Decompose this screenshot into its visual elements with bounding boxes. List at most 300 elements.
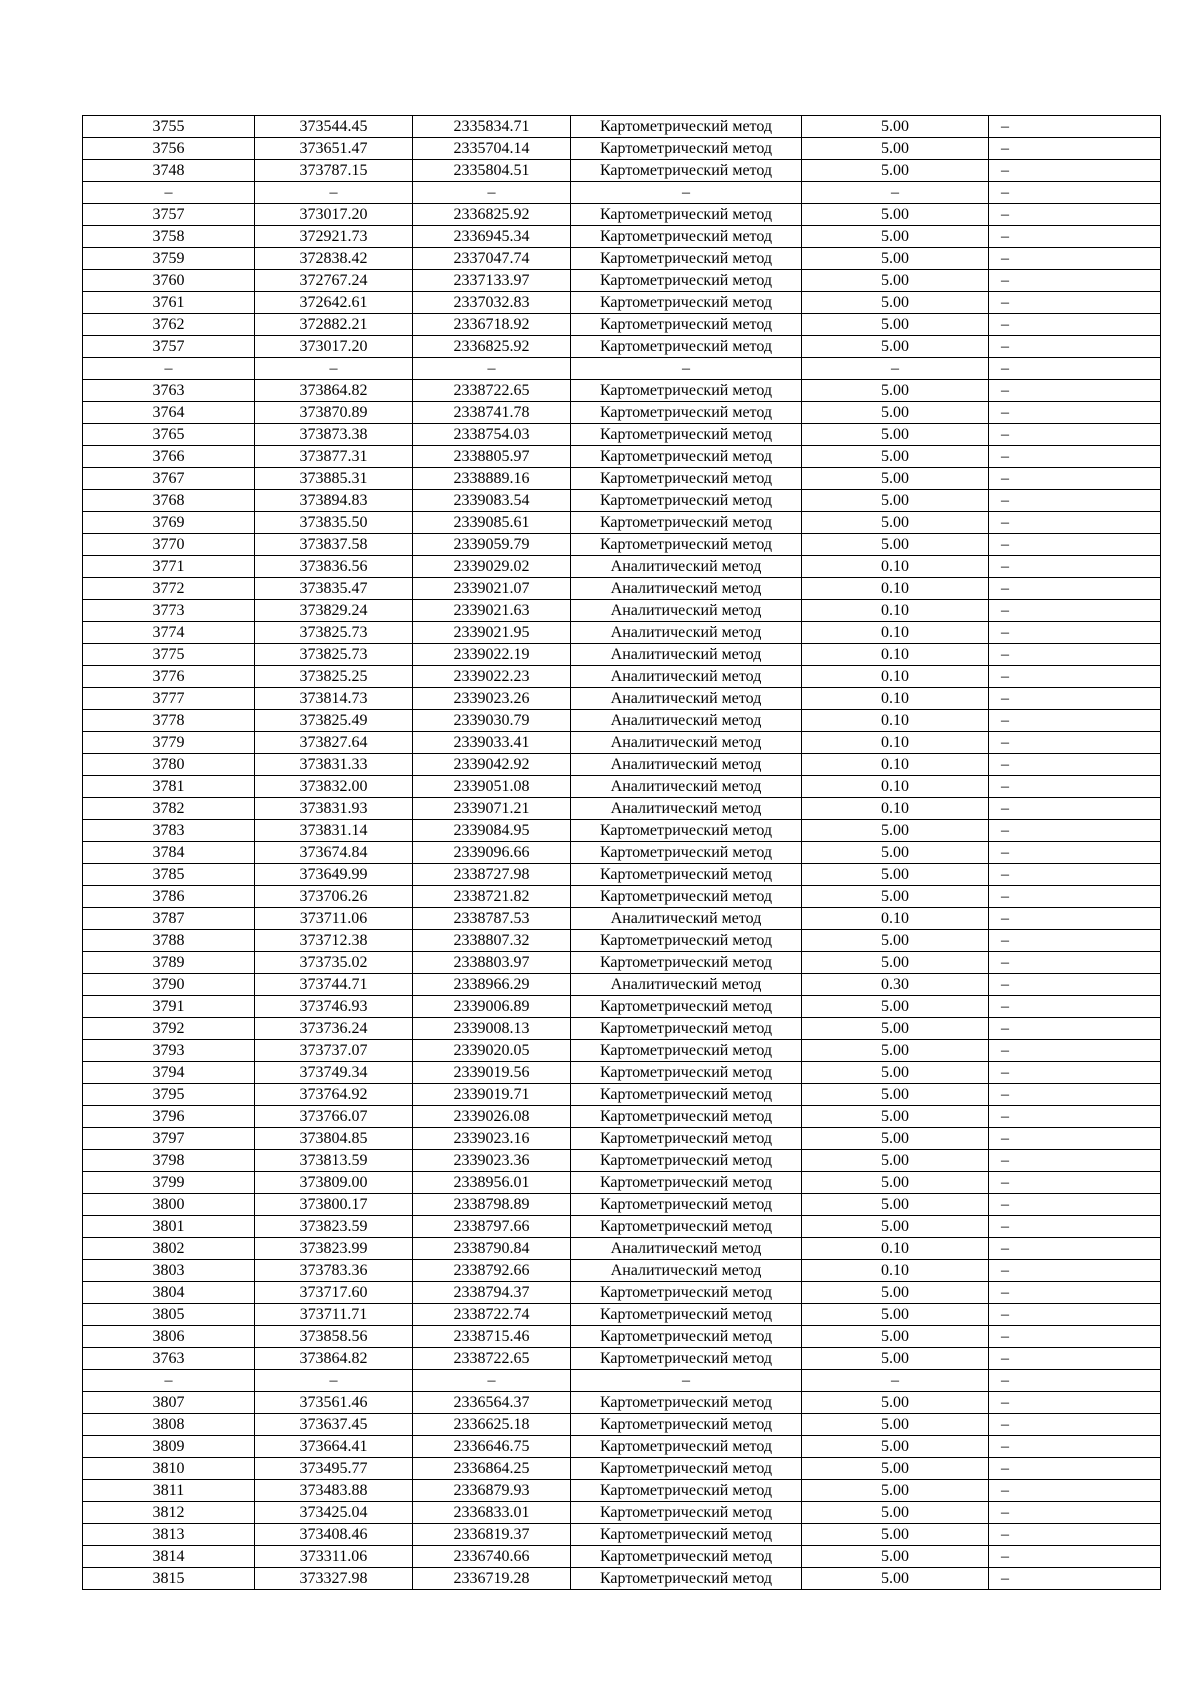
x-coordinate-cell: 373835.47 [255, 578, 413, 600]
accuracy-cell: 5.00 [802, 1304, 989, 1326]
method-cell: Картометрический метод [571, 446, 802, 468]
method-cell: – [571, 1370, 802, 1392]
point-number-cell: 3788 [83, 930, 255, 952]
note-cell: – [989, 336, 1161, 358]
table-row [83, 512, 1161, 534]
accuracy-cell: 5.00 [802, 1106, 989, 1128]
table-row [83, 1062, 1161, 1084]
method-cell: Картометрический метод [571, 820, 802, 842]
table-row [83, 182, 1161, 204]
note-cell: – [989, 996, 1161, 1018]
table-row [83, 534, 1161, 556]
x-coordinate-cell: 373495.77 [255, 1458, 413, 1480]
point-number-cell: 3807 [83, 1392, 255, 1414]
x-coordinate-cell: 373827.64 [255, 732, 413, 754]
method-cell: Аналитический метод [571, 600, 802, 622]
y-coordinate-cell: – [413, 182, 571, 204]
method-cell: Картометрический метод [571, 336, 802, 358]
note-cell: – [989, 1128, 1161, 1150]
table-row [83, 424, 1161, 446]
method-cell: Картометрический метод [571, 1436, 802, 1458]
y-coordinate-cell: 2339023.16 [413, 1128, 571, 1150]
coordinates-table-body [83, 116, 1161, 1590]
method-cell: Картометрический метод [571, 380, 802, 402]
accuracy-cell: 0.10 [802, 666, 989, 688]
y-coordinate-cell: 2339026.08 [413, 1106, 571, 1128]
x-coordinate-cell: 373017.20 [255, 204, 413, 226]
note-cell: – [989, 490, 1161, 512]
table-row [83, 886, 1161, 908]
accuracy-cell: 5.00 [802, 1216, 989, 1238]
x-coordinate-cell: 372838.42 [255, 248, 413, 270]
note-cell: – [989, 358, 1161, 380]
table-row [83, 1414, 1161, 1436]
x-coordinate-cell: 373706.26 [255, 886, 413, 908]
note-cell: – [989, 270, 1161, 292]
x-coordinate-cell: 373764.92 [255, 1084, 413, 1106]
point-number-cell: – [83, 1370, 255, 1392]
x-coordinate-cell: 373864.82 [255, 1348, 413, 1370]
point-number-cell: 3786 [83, 886, 255, 908]
method-cell: Аналитический метод [571, 578, 802, 600]
point-number-cell: 3805 [83, 1304, 255, 1326]
x-coordinate-cell: 373544.45 [255, 116, 413, 138]
note-cell: – [989, 1106, 1161, 1128]
table-row [83, 336, 1161, 358]
table-row [83, 622, 1161, 644]
accuracy-cell: 0.10 [802, 1238, 989, 1260]
y-coordinate-cell: – [413, 358, 571, 380]
y-coordinate-cell: 2338790.84 [413, 1238, 571, 1260]
note-cell: – [989, 666, 1161, 688]
point-number-cell: 3757 [83, 336, 255, 358]
note-cell: – [989, 1414, 1161, 1436]
y-coordinate-cell: 2339021.63 [413, 600, 571, 622]
x-coordinate-cell: 373712.38 [255, 930, 413, 952]
note-cell: – [989, 248, 1161, 270]
x-coordinate-cell: 373836.56 [255, 556, 413, 578]
y-coordinate-cell: 2336646.75 [413, 1436, 571, 1458]
y-coordinate-cell: 2338889.16 [413, 468, 571, 490]
note-cell: – [989, 1370, 1161, 1392]
x-coordinate-cell: 373814.73 [255, 688, 413, 710]
method-cell: Картометрический метод [571, 1414, 802, 1436]
accuracy-cell: 0.10 [802, 710, 989, 732]
y-coordinate-cell: 2337047.74 [413, 248, 571, 270]
table-row [83, 1458, 1161, 1480]
table-row [83, 1480, 1161, 1502]
accuracy-cell: 5.00 [802, 1084, 989, 1106]
x-coordinate-cell: 373736.24 [255, 1018, 413, 1040]
method-cell: Картометрический метод [571, 886, 802, 908]
note-cell: – [989, 754, 1161, 776]
note-cell: – [989, 1040, 1161, 1062]
x-coordinate-cell: 373835.50 [255, 512, 413, 534]
table-row [83, 160, 1161, 182]
accuracy-cell: 5.00 [802, 1128, 989, 1150]
x-coordinate-cell: 373829.24 [255, 600, 413, 622]
note-cell: – [989, 732, 1161, 754]
y-coordinate-cell: 2338754.03 [413, 424, 571, 446]
point-number-cell: 3796 [83, 1106, 255, 1128]
x-coordinate-cell: 373813.59 [255, 1150, 413, 1172]
point-number-cell: 3778 [83, 710, 255, 732]
accuracy-cell: 5.00 [802, 886, 989, 908]
table-row [83, 204, 1161, 226]
method-cell: Картометрический метод [571, 116, 802, 138]
table-row [83, 1326, 1161, 1348]
method-cell: Картометрический метод [571, 1194, 802, 1216]
point-number-cell: 3767 [83, 468, 255, 490]
note-cell: – [989, 644, 1161, 666]
x-coordinate-cell: 373837.58 [255, 534, 413, 556]
x-coordinate-cell: 373311.06 [255, 1546, 413, 1568]
accuracy-cell: 5.00 [802, 1062, 989, 1084]
point-number-cell: 3812 [83, 1502, 255, 1524]
table-row [83, 138, 1161, 160]
note-cell: – [989, 1348, 1161, 1370]
accuracy-cell: 5.00 [802, 842, 989, 864]
x-coordinate-cell: 373327.98 [255, 1568, 413, 1590]
x-coordinate-cell: 373823.59 [255, 1216, 413, 1238]
note-cell: – [989, 160, 1161, 182]
table-row [83, 270, 1161, 292]
point-number-cell: 3790 [83, 974, 255, 996]
point-number-cell: 3773 [83, 600, 255, 622]
accuracy-cell: 5.00 [802, 1524, 989, 1546]
x-coordinate-cell: 373717.60 [255, 1282, 413, 1304]
table-row [83, 1040, 1161, 1062]
accuracy-cell: 5.00 [802, 1282, 989, 1304]
table-row [83, 578, 1161, 600]
note-cell: – [989, 1018, 1161, 1040]
method-cell: Картометрический метод [571, 292, 802, 314]
point-number-cell: 3765 [83, 424, 255, 446]
x-coordinate-cell: 373649.99 [255, 864, 413, 886]
method-cell: Аналитический метод [571, 776, 802, 798]
point-number-cell: 3797 [83, 1128, 255, 1150]
point-number-cell: 3768 [83, 490, 255, 512]
accuracy-cell: 5.00 [802, 270, 989, 292]
method-cell: Аналитический метод [571, 754, 802, 776]
note-cell: – [989, 908, 1161, 930]
point-number-cell: 3774 [83, 622, 255, 644]
x-coordinate-cell: 373664.41 [255, 1436, 413, 1458]
y-coordinate-cell: 2339084.95 [413, 820, 571, 842]
y-coordinate-cell: 2339085.61 [413, 512, 571, 534]
x-coordinate-cell: 373864.82 [255, 380, 413, 402]
table-row [83, 666, 1161, 688]
table-row [83, 1128, 1161, 1150]
accuracy-cell: 5.00 [802, 226, 989, 248]
accuracy-cell: – [802, 358, 989, 380]
note-cell: – [989, 1546, 1161, 1568]
note-cell: – [989, 1524, 1161, 1546]
method-cell: Аналитический метод [571, 732, 802, 754]
y-coordinate-cell: 2336819.37 [413, 1524, 571, 1546]
x-coordinate-cell: 373825.25 [255, 666, 413, 688]
point-number-cell: 3784 [83, 842, 255, 864]
x-coordinate-cell: 373783.36 [255, 1260, 413, 1282]
accuracy-cell: 0.10 [802, 776, 989, 798]
method-cell: Картометрический метод [571, 1568, 802, 1590]
accuracy-cell: 0.10 [802, 754, 989, 776]
y-coordinate-cell: 2338722.74 [413, 1304, 571, 1326]
method-cell: Картометрический метод [571, 270, 802, 292]
note-cell: – [989, 1260, 1161, 1282]
accuracy-cell: 5.00 [802, 292, 989, 314]
table-row [83, 1084, 1161, 1106]
accuracy-cell: 5.00 [802, 1568, 989, 1590]
accuracy-cell: 5.00 [802, 468, 989, 490]
point-number-cell: 3815 [83, 1568, 255, 1590]
table-row [83, 1018, 1161, 1040]
y-coordinate-cell: 2339022.19 [413, 644, 571, 666]
accuracy-cell: 5.00 [802, 138, 989, 160]
point-number-cell: 3772 [83, 578, 255, 600]
point-number-cell: 3760 [83, 270, 255, 292]
table-row [83, 820, 1161, 842]
y-coordinate-cell: 2338966.29 [413, 974, 571, 996]
point-number-cell: – [83, 358, 255, 380]
point-number-cell: 3783 [83, 820, 255, 842]
accuracy-cell: 5.00 [802, 248, 989, 270]
y-coordinate-cell: – [413, 1370, 571, 1392]
table-row [83, 732, 1161, 754]
accuracy-cell: 5.00 [802, 1436, 989, 1458]
accuracy-cell: 5.00 [802, 116, 989, 138]
y-coordinate-cell: 2336740.66 [413, 1546, 571, 1568]
y-coordinate-cell: 2339042.92 [413, 754, 571, 776]
accuracy-cell: 5.00 [802, 1480, 989, 1502]
note-cell: – [989, 182, 1161, 204]
method-cell: Картометрический метод [571, 1128, 802, 1150]
method-cell: Картометрический метод [571, 1172, 802, 1194]
point-number-cell: 3789 [83, 952, 255, 974]
point-number-cell: 3755 [83, 116, 255, 138]
x-coordinate-cell: 372642.61 [255, 292, 413, 314]
method-cell: Картометрический метод [571, 1546, 802, 1568]
x-coordinate-cell: 373894.83 [255, 490, 413, 512]
x-coordinate-cell: 373858.56 [255, 1326, 413, 1348]
table-row [83, 1194, 1161, 1216]
note-cell: – [989, 930, 1161, 952]
note-cell: – [989, 314, 1161, 336]
accuracy-cell: – [802, 182, 989, 204]
point-number-cell: 3793 [83, 1040, 255, 1062]
method-cell: Картометрический метод [571, 1106, 802, 1128]
table-row [83, 644, 1161, 666]
y-coordinate-cell: 2336564.37 [413, 1392, 571, 1414]
accuracy-cell: 5.00 [802, 160, 989, 182]
table-row [83, 490, 1161, 512]
table-row [83, 358, 1161, 380]
method-cell: Картометрический метод [571, 1392, 802, 1414]
x-coordinate-cell: 373637.45 [255, 1414, 413, 1436]
table-row [83, 468, 1161, 490]
table-row [83, 556, 1161, 578]
accuracy-cell: 5.00 [802, 534, 989, 556]
x-coordinate-cell: 373825.73 [255, 622, 413, 644]
x-coordinate-cell: 373873.38 [255, 424, 413, 446]
note-cell: – [989, 688, 1161, 710]
table-row [83, 842, 1161, 864]
table-row [83, 1370, 1161, 1392]
point-number-cell: 3802 [83, 1238, 255, 1260]
table-row [83, 1502, 1161, 1524]
accuracy-cell: 5.00 [802, 204, 989, 226]
y-coordinate-cell: 2339021.07 [413, 578, 571, 600]
method-cell: Картометрический метод [571, 204, 802, 226]
method-cell: Картометрический метод [571, 1150, 802, 1172]
y-coordinate-cell: 2338722.65 [413, 1348, 571, 1370]
y-coordinate-cell: 2336625.18 [413, 1414, 571, 1436]
method-cell: Картометрический метод [571, 226, 802, 248]
table-row [83, 974, 1161, 996]
point-number-cell: 3763 [83, 1348, 255, 1370]
accuracy-cell: 5.00 [802, 1150, 989, 1172]
accuracy-cell: 5.00 [802, 1546, 989, 1568]
table-row [83, 688, 1161, 710]
method-cell: Картометрический метод [571, 1018, 802, 1040]
point-number-cell: 3806 [83, 1326, 255, 1348]
y-coordinate-cell: 2338721.82 [413, 886, 571, 908]
note-cell: – [989, 710, 1161, 732]
accuracy-cell: 5.00 [802, 1348, 989, 1370]
y-coordinate-cell: 2339021.95 [413, 622, 571, 644]
point-number-cell: 3787 [83, 908, 255, 930]
table-row [83, 292, 1161, 314]
method-cell: Картометрический метод [571, 534, 802, 556]
note-cell: – [989, 1150, 1161, 1172]
note-cell: – [989, 380, 1161, 402]
accuracy-cell: 0.10 [802, 688, 989, 710]
x-coordinate-cell: 373744.71 [255, 974, 413, 996]
x-coordinate-cell: 373737.07 [255, 1040, 413, 1062]
note-cell: – [989, 952, 1161, 974]
x-coordinate-cell: 373809.00 [255, 1172, 413, 1194]
table-row [83, 710, 1161, 732]
method-cell: Картометрический метод [571, 160, 802, 182]
accuracy-cell: 0.10 [802, 732, 989, 754]
y-coordinate-cell: 2338792.66 [413, 1260, 571, 1282]
point-number-cell: 3756 [83, 138, 255, 160]
accuracy-cell: 5.00 [802, 446, 989, 468]
table-row [83, 864, 1161, 886]
point-number-cell: 3791 [83, 996, 255, 1018]
method-cell: Картометрический метод [571, 930, 802, 952]
y-coordinate-cell: 2338727.98 [413, 864, 571, 886]
y-coordinate-cell: 2336833.01 [413, 1502, 571, 1524]
note-cell: – [989, 820, 1161, 842]
point-number-cell: 3792 [83, 1018, 255, 1040]
accuracy-cell: 5.00 [802, 996, 989, 1018]
point-number-cell: – [83, 182, 255, 204]
accuracy-cell: 5.00 [802, 1194, 989, 1216]
y-coordinate-cell: 2337032.83 [413, 292, 571, 314]
table-row [83, 996, 1161, 1018]
table-row [83, 600, 1161, 622]
point-number-cell: 3801 [83, 1216, 255, 1238]
table-row [83, 754, 1161, 776]
y-coordinate-cell: 2339023.26 [413, 688, 571, 710]
method-cell: Аналитический метод [571, 556, 802, 578]
accuracy-cell: 0.10 [802, 578, 989, 600]
note-cell: – [989, 468, 1161, 490]
x-coordinate-cell: 372767.24 [255, 270, 413, 292]
note-cell: – [989, 402, 1161, 424]
y-coordinate-cell: 2336825.92 [413, 204, 571, 226]
note-cell: – [989, 578, 1161, 600]
x-coordinate-cell: 373408.46 [255, 1524, 413, 1546]
method-cell: Аналитический метод [571, 644, 802, 666]
point-number-cell: 3771 [83, 556, 255, 578]
x-coordinate-cell: 373711.06 [255, 908, 413, 930]
method-cell: Картометрический метод [571, 1216, 802, 1238]
method-cell: Картометрический метод [571, 864, 802, 886]
accuracy-cell: 0.10 [802, 600, 989, 622]
y-coordinate-cell: 2338798.89 [413, 1194, 571, 1216]
point-number-cell: 3758 [83, 226, 255, 248]
x-coordinate-cell: 373831.93 [255, 798, 413, 820]
note-cell: – [989, 556, 1161, 578]
table-row [83, 776, 1161, 798]
note-cell: – [989, 798, 1161, 820]
table-row [83, 380, 1161, 402]
point-number-cell: 3814 [83, 1546, 255, 1568]
note-cell: – [989, 446, 1161, 468]
table-row [83, 314, 1161, 336]
table-row [83, 1172, 1161, 1194]
y-coordinate-cell: 2338807.32 [413, 930, 571, 952]
point-number-cell: 3800 [83, 1194, 255, 1216]
table-row [83, 1348, 1161, 1370]
table-row [83, 226, 1161, 248]
method-cell: Картометрический метод [571, 1304, 802, 1326]
note-cell: – [989, 1084, 1161, 1106]
x-coordinate-cell: – [255, 358, 413, 380]
x-coordinate-cell: 373735.02 [255, 952, 413, 974]
note-cell: – [989, 1458, 1161, 1480]
point-number-cell: 3798 [83, 1150, 255, 1172]
table-row [83, 798, 1161, 820]
method-cell: Аналитический метод [571, 798, 802, 820]
y-coordinate-cell: 2336945.34 [413, 226, 571, 248]
y-coordinate-cell: 2338956.01 [413, 1172, 571, 1194]
point-number-cell: 3781 [83, 776, 255, 798]
x-coordinate-cell: 373425.04 [255, 1502, 413, 1524]
method-cell: Картометрический метод [571, 468, 802, 490]
table-row [83, 952, 1161, 974]
y-coordinate-cell: 2339008.13 [413, 1018, 571, 1040]
x-coordinate-cell: 373831.14 [255, 820, 413, 842]
point-number-cell: 3809 [83, 1436, 255, 1458]
method-cell: Картометрический метод [571, 490, 802, 512]
accuracy-cell: 5.00 [802, 1172, 989, 1194]
x-coordinate-cell: 373825.49 [255, 710, 413, 732]
accuracy-cell: 0.30 [802, 974, 989, 996]
accuracy-cell: 5.00 [802, 490, 989, 512]
point-number-cell: 3811 [83, 1480, 255, 1502]
point-number-cell: 3785 [83, 864, 255, 886]
y-coordinate-cell: 2335704.14 [413, 138, 571, 160]
table-row [83, 116, 1161, 138]
note-cell: – [989, 622, 1161, 644]
note-cell: – [989, 1568, 1161, 1590]
point-number-cell: 3813 [83, 1524, 255, 1546]
method-cell: Картометрический метод [571, 1524, 802, 1546]
point-number-cell: 3780 [83, 754, 255, 776]
